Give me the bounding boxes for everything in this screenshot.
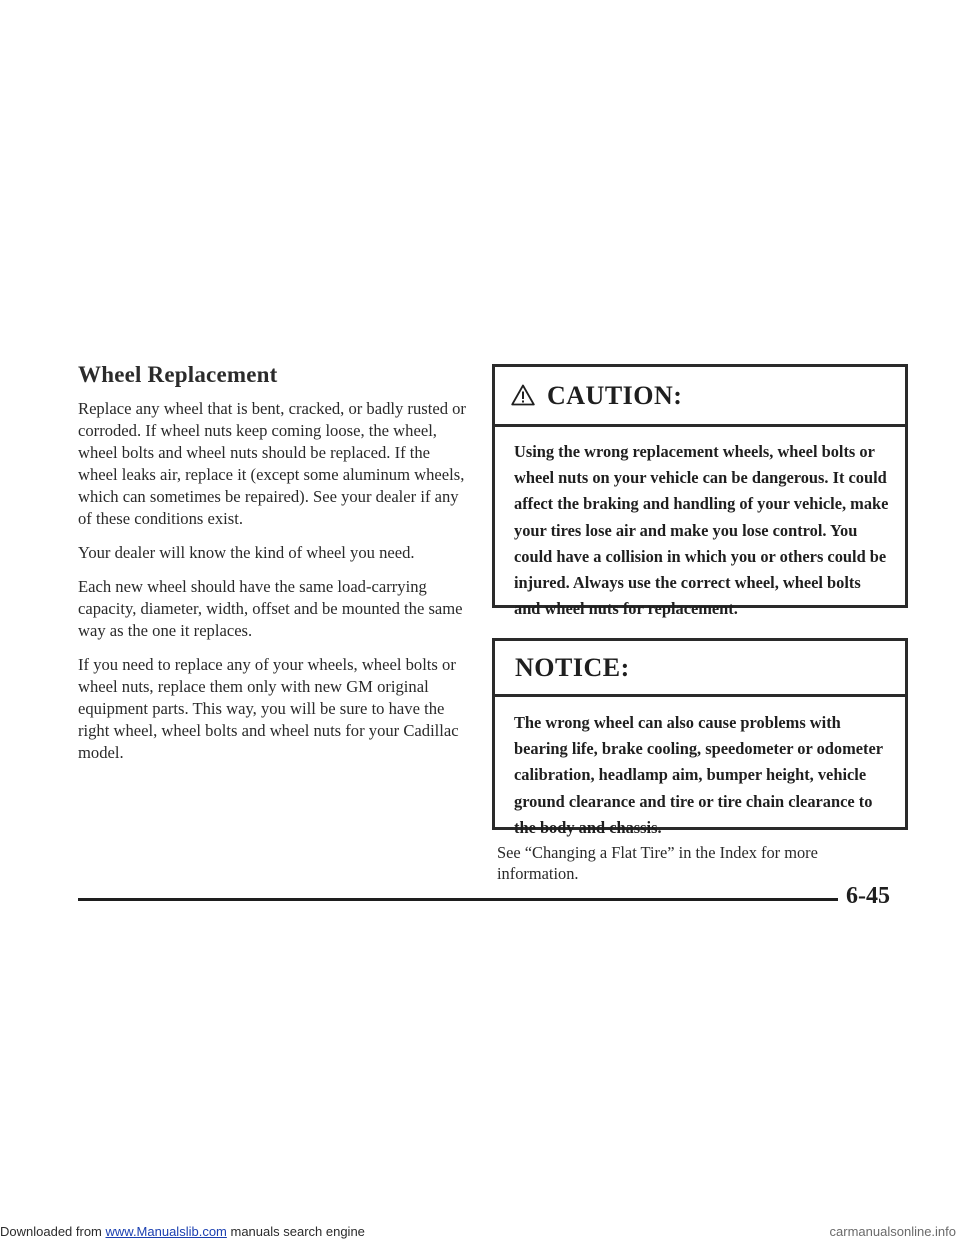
left-column xyxy=(78,362,473,776)
notice-header xyxy=(495,641,905,697)
caution-body: Using the wrong replacement wheels, wheel bolts or wheel nuts on your vehicle can be dangerous. It could affect the braking and handling of your vehicle, make your tires lose air and make you lose control. You could have a collision in which you or others could be injured. Always use the correct wheel, wheel bolts and wheel nuts for replacement. xyxy=(514,442,889,619)
footer-suffix: manuals search engine xyxy=(226,1224,365,1239)
paragraph: Your dealer will know the kind of wheel you need. xyxy=(78,543,415,562)
manualslib-link[interactable]: www.Manualslib.com xyxy=(105,1224,227,1239)
caution-title: CAUTION: xyxy=(547,380,683,410)
caution-box xyxy=(492,364,908,619)
footer-prefix: Downloaded from xyxy=(0,1224,106,1239)
section-heading: Wheel Replacement xyxy=(78,362,278,387)
footer-credit xyxy=(0,1224,365,1239)
right-column xyxy=(492,364,908,883)
see-also-text: See “Changing a Flat Tire” in the Index for more information. xyxy=(497,843,818,883)
paragraph: Each new wheel should have the same load-carrying capacity, diameter, width, offset and be mounted the same way as the one it replaces. xyxy=(78,577,463,640)
paragraph: If you need to replace any of your wheels, wheel bolts or wheel nuts, replace them only with new GM original equipment parts. This way, you will be sure to have the right wheel, wheel bolts and wheel nuts for your Cadillac model. xyxy=(78,655,459,762)
notice-title: NOTICE: xyxy=(515,652,630,682)
page-number: 6-45 xyxy=(846,883,890,909)
notice-body: The wrong wheel can also cause problems with bearing life, brake cooling, speedometer or odometer calibration, headlamp aim, bumper height, vehicle ground clearance and tire or tire chain clearance to the body and chassis. xyxy=(514,713,883,837)
notice-box xyxy=(492,638,908,837)
caution-triangle-icon xyxy=(511,384,535,406)
paragraph: Replace any wheel that is bent, cracked, or badly rusted or corroded. If wheel nuts keep coming loose, the wheel, wheel bolts and wheel nuts should be replaced. If the wheel leaks air, replace it (except some aluminum wheels, which can sometimes be repaired). See your dealer if any of these conditions exist. xyxy=(78,399,466,528)
caution-header xyxy=(495,367,905,427)
footer-watermark: carmanualsonline.info xyxy=(829,1224,956,1239)
footer-rule xyxy=(78,898,838,901)
download-footer xyxy=(0,1222,960,1242)
